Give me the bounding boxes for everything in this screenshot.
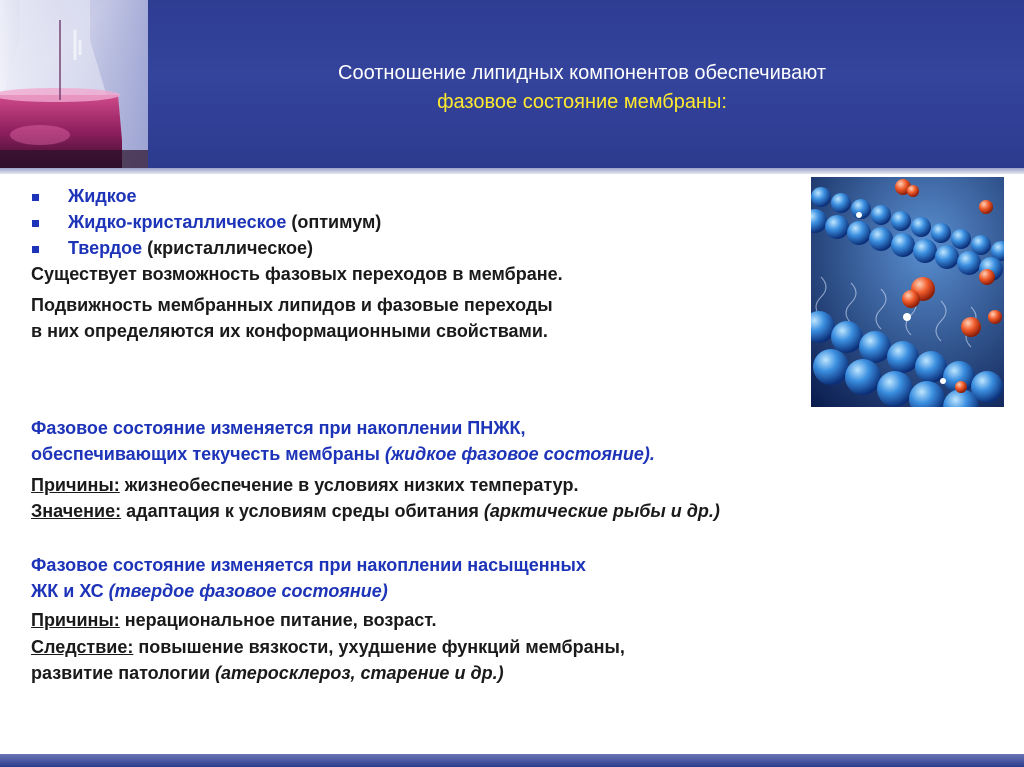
block2-line2 — [31, 578, 831, 604]
block1-line1: Фазовое состояние изменяется при накоплении ПНЖК, — [31, 418, 526, 438]
block2-line1: Фазовое состояние изменяется при накоплении насыщенных — [31, 555, 586, 575]
slide-subtitle: фазовое состояние мембраны: — [437, 91, 727, 113]
block2-line2-main: ЖК и ХС — [31, 581, 109, 601]
bullet-note: (кристаллическое) — [142, 238, 313, 258]
lipid-bilayer-illustration — [811, 177, 1004, 407]
block2-line2-italic: (твердое фазовое состояние) — [108, 581, 388, 601]
effect-label: Следствие: — [31, 637, 134, 657]
intro-line: Подвижность мембранных липидов и фазовые переходы — [31, 295, 553, 315]
effect-text: повышение вязкости, ухудшение функций мембраны, — [133, 637, 625, 657]
bullet-square-icon — [32, 220, 39, 227]
list-item — [31, 235, 381, 261]
block1-line2-main: обеспечивающих текучесть мембраны — [31, 444, 385, 464]
intro-line: Существует возможность фазовых переходов в мембране. — [31, 264, 563, 284]
meaning-italic: (арктические рыбы и др.) — [483, 501, 720, 521]
causes-label: Причины: — [31, 475, 120, 495]
meaning-text: адаптация к условиям среды обитания — [121, 501, 484, 521]
bullet-term: Твердое — [68, 238, 143, 258]
list-item — [31, 183, 381, 209]
header-divider — [0, 168, 1024, 174]
meaning-label: Значение: — [31, 501, 122, 521]
effect-line2: развитие патологии — [31, 663, 216, 683]
effect-italic: (атеросклероз, старение и др.) — [215, 663, 504, 683]
block1-line2 — [31, 441, 831, 467]
block1-line2-italic: (жидкое фазовое состояние). — [384, 444, 655, 464]
block1-meaning — [31, 498, 831, 524]
slide-title: Соотношение липидных компонентов обеспечивают — [338, 62, 826, 84]
causes-label: Причины: — [31, 610, 120, 630]
bullet-term: Жидкое — [68, 186, 137, 206]
block2-causes — [31, 607, 831, 633]
intro-line: в них определяются их конформационными свойствами. — [31, 321, 548, 341]
footer-divider — [0, 754, 1024, 767]
flask-icon — [0, 0, 148, 168]
bullet-square-icon — [32, 246, 39, 253]
block2-effect-line2 — [31, 660, 831, 686]
causes-text: жизнеобеспечение в условиях низких температур. — [119, 475, 579, 495]
bullet-term: Жидко-кристаллическое — [68, 212, 287, 232]
bullet-note: (оптимум) — [286, 212, 382, 232]
causes-text: нерациональное питание, возраст. — [119, 610, 437, 630]
block2-effect — [31, 634, 831, 660]
phase-state-list — [31, 183, 381, 261]
bullet-square-icon — [32, 194, 39, 201]
list-item — [31, 209, 381, 235]
block1-causes — [31, 472, 831, 498]
